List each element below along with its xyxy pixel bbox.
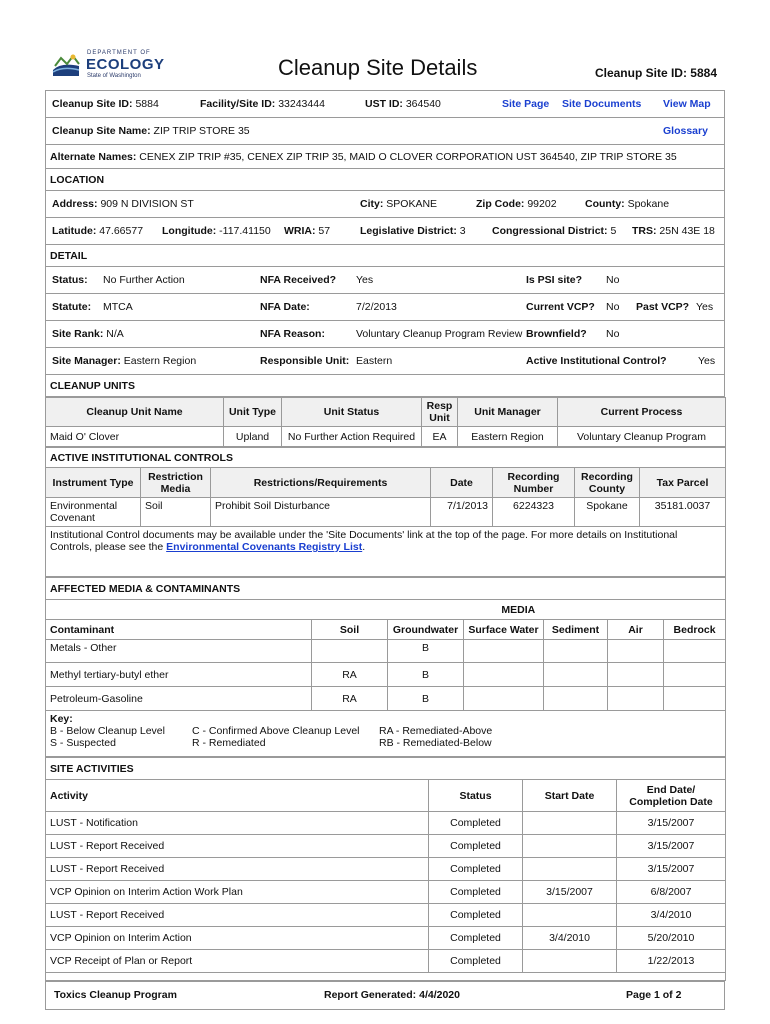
ecology-logo-mark-icon <box>51 52 81 78</box>
institutional-controls-section: ACTIVE INSTITUTIONAL CONTROLS <box>46 448 726 468</box>
media-header-cell: Surface Water <box>464 620 544 640</box>
ic-header-cell: Tax Parcel <box>640 468 726 498</box>
media-header-cell: Air <box>608 620 664 640</box>
institutional-controls-table <box>45 447 726 577</box>
detail-row-manager: Site Manager: Eastern Region Responsible Unit: Eastern Active Institutional Control? Yes <box>46 348 725 375</box>
media-header-cell: Sediment <box>544 620 608 640</box>
table-row: Petroleum-Gasoline RA B <box>46 687 726 711</box>
table-row: VCP Opinion on Interim Action Work Plan Completed 3/15/2007 6/8/2007 <box>46 881 726 904</box>
covenants-registry-link[interactable]: Environmental Covenants Registry List <box>166 541 363 553</box>
cleanup-units-header-cell: Unit Status <box>282 398 422 427</box>
detail-row-statute: Statute: MTCA NFA Date: 7/2/2013 Current VCP? No Past VCP? Yes <box>46 294 725 321</box>
ic-header-cell: Instrument Type <box>46 468 141 498</box>
ic-header-cell: Restriction Media <box>141 468 211 498</box>
location-section: LOCATION <box>46 169 725 191</box>
detail-section: DETAIL <box>46 245 725 267</box>
glossary-link[interactable]: Glossary <box>663 125 708 137</box>
cleanup-units-header-cell: Current Process <box>558 398 726 427</box>
page-title: Cleanup Site Details <box>278 55 478 80</box>
site-id-table <box>45 90 725 397</box>
header-site-id: Cleanup Site ID: 5884 <box>594 66 717 80</box>
footer-program: Toxics Cleanup Program <box>54 988 177 1001</box>
table-row: LUST - Notification Completed 3/15/2007 <box>46 812 726 835</box>
footer-page-number: Page 1 of 2 <box>626 988 682 1001</box>
table-row: Methyl tertiary-butyl ether RA B <box>46 663 726 687</box>
activities-header-cell: Status <box>429 780 523 812</box>
logo-department: DEPARTMENT OF <box>87 50 151 56</box>
footer-generated: Report Generated: 4/4/2020 <box>324 988 460 1001</box>
ic-header-cell: Recording County <box>575 468 640 498</box>
alternate-names: CENEX ZIP TRIP #35, CENEX ZIP TRIP 35, MAID O CLOVER CORPORATION UST 364540, ZIP TRIP STORE 35 <box>139 150 677 163</box>
table-row: LUST - Report Received Completed 3/4/2010 <box>46 904 726 927</box>
site-activities-section: SITE ACTIVITIES <box>46 758 726 780</box>
logo-agency-name: ECOLOGY <box>86 56 165 73</box>
media-key-label: Key: <box>50 713 73 725</box>
table-row: VCP Opinion on Interim Action Completed 3/4/2010 5/20/2010 <box>46 927 726 950</box>
activities-header-cell: End Date/ Completion Date <box>617 780 726 812</box>
ic-header-cell: Recording Number <box>493 468 575 498</box>
media-header-cell: Contaminant <box>46 620 312 640</box>
site-page-link[interactable]: Site Page <box>502 98 550 110</box>
table-row: LUST - Report Received Completed 3/15/2007 <box>46 835 726 858</box>
cleanup-units-header-cell: Resp Unit <box>422 398 458 427</box>
cleanup-units-header-cell: Unit Type <box>224 398 282 427</box>
site-documents-link[interactable]: Site Documents <box>562 98 642 110</box>
view-map-link[interactable]: View Map <box>663 98 711 110</box>
activities-header-cell: Activity <box>46 780 429 812</box>
media-header-cell: Bedrock <box>664 620 726 640</box>
cleanup-units-section: CLEANUP UNITS <box>46 375 725 397</box>
location-address-row: Address: 909 N DIVISION ST City: SPOKANE Zip Code: 99202 County: Spokane <box>46 191 725 218</box>
media-key: Key: B - Below Cleanup Level C - Confirmed Above Cleanup Level RA - Remediated-Above S - Suspected R - Remediated RB - Remediated-Below <box>46 711 726 757</box>
ic-header-cell: Restrictions/Requirements <box>211 468 431 498</box>
table-row: Maid O' Clover Upland No Further Action Required EA Eastern Region Voluntary Cleanup Program <box>46 427 726 447</box>
ecology-logo <box>51 48 165 84</box>
media-table <box>45 577 726 757</box>
site-name-row: Cleanup Site Name: ZIP TRIP STORE 35 Glossary <box>46 118 725 145</box>
report-footer <box>45 981 725 1010</box>
ic-note: Institutional Control documents may be available under the 'Site Documents' link at the top of the page. For more details on Institutional Controls, please see the Environmental Covenants Registry List. <box>46 527 726 577</box>
table-row: Environmental Covenant Soil Prohibit Soil Disturbance 7/1/2013 6224323 Spokane 35181.0037 <box>46 498 726 527</box>
detail-row-rank: Site Rank: N/A NFA Reason: Voluntary Cleanup Program Review Brownfield? No <box>46 321 725 348</box>
location-coords-row: Latitude: 47.66577 Longitude: -117.41150 WRIA: 57 Legislative District: 3 Congressional District: 5 TRS: 25N 43E 18 <box>46 218 725 245</box>
cleanup-units-table <box>45 397 726 447</box>
table-row: Metals - Other B <box>46 640 726 663</box>
media-header-cell: Soil <box>312 620 388 640</box>
table-row: LUST - Report Received Completed 3/15/2007 <box>46 858 726 881</box>
site-id-row: Cleanup Site ID: 5884 Facility/Site ID: 33243444 UST ID: 364540 Site Page Site Documents View Map <box>46 91 725 118</box>
ic-header-cell: Date <box>431 468 493 498</box>
media-header-cell: Groundwater <box>388 620 464 640</box>
alternate-names-row: Alternate Names: CENEX ZIP TRIP #35, CENEX ZIP TRIP 35, MAID O CLOVER CORPORATION UST 364540, ZIP TRIP STORE 35 <box>46 145 725 169</box>
activities-header-cell: Start Date <box>523 780 617 812</box>
cleanup-units-header-cell: Cleanup Unit Name <box>46 398 224 427</box>
report-header <box>45 48 725 90</box>
media-section: AFFECTED MEDIA & CONTAMINANTS <box>46 578 726 600</box>
table-row: VCP Receipt of Plan or Report Completed 1/22/2013 <box>46 950 726 973</box>
logo-state: State of Washington <box>87 73 141 79</box>
site-name: ZIP TRIP STORE 35 <box>153 125 250 137</box>
cleanup-units-header-cell: Unit Manager <box>458 398 558 427</box>
media-group-header: MEDIA <box>312 600 726 620</box>
report-page <box>45 48 725 1010</box>
detail-row-status: Status: No Further Action NFA Received? Yes Is PSI site? No <box>46 267 725 294</box>
site-activities-table <box>45 757 726 981</box>
